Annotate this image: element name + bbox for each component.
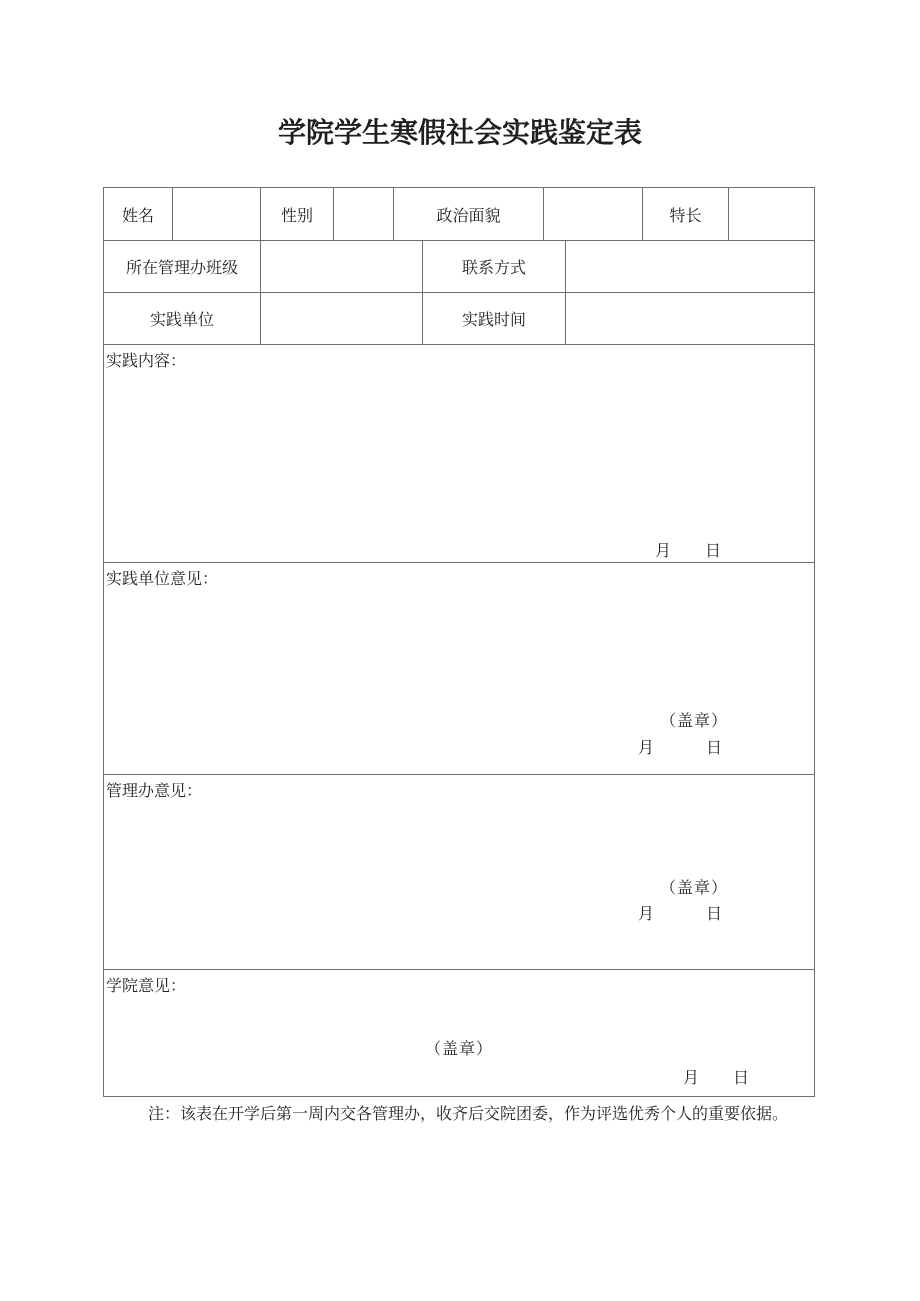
gender-value-cell[interactable] (334, 188, 394, 240)
practice-time-label-cell: 实践时间 (423, 293, 566, 344)
specialty-value-cell[interactable] (729, 188, 814, 240)
gender-label-cell: 性别 (261, 188, 334, 240)
practice-content-day-label: 日 (705, 543, 722, 560)
specialty-label-cell: 特长 (643, 188, 729, 240)
practice-unit-label-cell: 实践单位 (104, 293, 261, 344)
college-opinion-label: 学院意见： (106, 978, 187, 995)
name-label-cell: 姓名 (104, 188, 173, 240)
class-value-cell[interactable] (261, 241, 423, 292)
practice-unit-value-cell[interactable] (261, 293, 423, 344)
political-status-label-cell: 政治面貌 (394, 188, 544, 240)
unit-opinion-section[interactable] (104, 563, 814, 775)
practice-time-value-cell[interactable] (566, 293, 814, 344)
appraisal-form-table (103, 187, 815, 1097)
college-opinion-month-label: 月 (683, 1070, 700, 1087)
practice-content-label: 实践内容： (106, 353, 187, 370)
practice-content-section[interactable] (104, 345, 814, 563)
unit-opinion-day-label: 日 (706, 740, 723, 757)
unit-opinion-stamp-placeholder: （盖章） (660, 713, 729, 730)
contact-value-cell[interactable] (566, 241, 814, 292)
office-opinion-stamp-placeholder: （盖章） (660, 880, 729, 897)
basic-info-row (104, 188, 814, 241)
political-status-value-cell[interactable] (544, 188, 643, 240)
class-contact-row (104, 241, 814, 293)
college-opinion-stamp-placeholder: （盖章） (424, 1041, 493, 1058)
name-value-cell[interactable] (173, 188, 261, 240)
unit-opinion-month-label: 月 (638, 740, 655, 757)
office-opinion-month-label: 月 (638, 906, 655, 923)
footer-note: 注：该表在开学后第一周内交各管理办，收齐后交院团委，作为评选优秀个人的重要依据。 (148, 1106, 789, 1123)
unit-opinion-label: 实践单位意见： (106, 571, 219, 588)
college-opinion-day-label: 日 (733, 1070, 750, 1087)
form-title: 学院学生寒假社会实践鉴定表 (277, 118, 642, 149)
contact-label-cell: 联系方式 (423, 241, 566, 292)
office-opinion-label: 管理办意见： (106, 783, 203, 800)
office-opinion-section[interactable] (104, 775, 814, 970)
unit-time-row (104, 293, 814, 345)
class-label-cell: 所在管理办班级 (104, 241, 261, 292)
college-opinion-section[interactable] (104, 970, 814, 1096)
office-opinion-day-label: 日 (706, 906, 723, 923)
practice-content-month-label: 月 (655, 543, 672, 560)
